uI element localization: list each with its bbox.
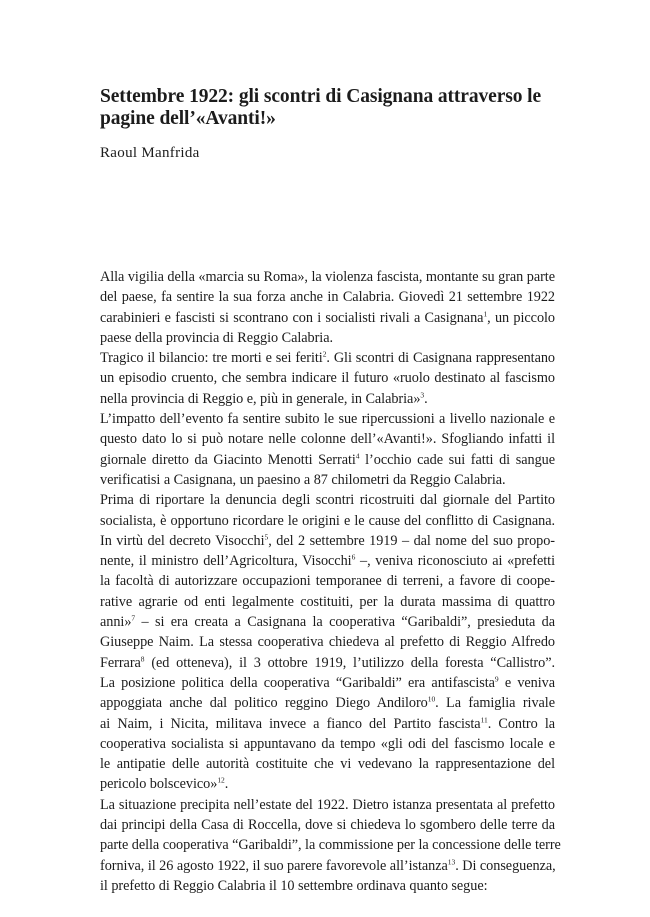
body-line bbox=[100, 551, 555, 571]
body-line-tail: , un piccolo bbox=[487, 309, 555, 326]
body-line-tail: –, veniva riconosciuto ai «prefetti bbox=[355, 553, 555, 570]
body-line bbox=[100, 287, 555, 307]
body-line-text: ai Naim, i Nicita, militava invece a fianco del Partito fascista bbox=[100, 715, 481, 732]
body-line-tail: (ed otteneva), il 3 ottobre 1919, l’utilizzo della foresta “Callistro”. bbox=[144, 654, 555, 671]
footnote-marker: 1 bbox=[483, 308, 488, 318]
body-line bbox=[100, 693, 555, 713]
body-line-text: forniva, il 26 agosto 1922, il suo parere favorevole all’istanza bbox=[100, 857, 448, 874]
footnote-marker: 5 bbox=[264, 532, 269, 542]
body-line-text: nella provincia di Reggio e, più in generale, in Calabria» bbox=[100, 390, 421, 407]
body-line-tail: – si era creata a Casignana la cooperativa “Garibaldi”, presieduta da bbox=[135, 614, 555, 631]
body-line-text: la facoltà di autorizzare occupazioni temporanee di terreni, a favore di coope- bbox=[100, 573, 555, 590]
body-line bbox=[100, 429, 555, 449]
body-line-text: Ferrara bbox=[100, 654, 141, 671]
body-line-text: verificatisi a Casignana, un paesino a 87 chilometri da Reggio Calabria. bbox=[100, 471, 506, 488]
body-line-text: questo dato lo si può notare nelle colonne dell’«Avanti!». Sfogliando infatti il bbox=[100, 431, 555, 448]
body-line bbox=[100, 389, 555, 409]
body-line-text: La situazione precipita nell’estate del 1922. Dietro istanza presentata al prefetto bbox=[100, 796, 555, 813]
body-line bbox=[100, 632, 555, 652]
footnote-marker: 8 bbox=[140, 653, 145, 663]
footnote-marker: 13 bbox=[447, 856, 456, 866]
body-line bbox=[100, 511, 555, 531]
body-line bbox=[100, 856, 555, 876]
body-line-text: L’impatto dell’evento fa sentire subito le sue ripercussioni a livello nazionale e bbox=[100, 411, 555, 428]
body-line bbox=[100, 714, 555, 734]
body-line bbox=[100, 267, 555, 287]
body-line bbox=[100, 876, 555, 896]
body-line bbox=[100, 470, 555, 490]
body-line bbox=[100, 490, 555, 510]
body-line bbox=[100, 328, 555, 348]
body-line-text: pericolo bolscevico» bbox=[100, 776, 218, 793]
body-line bbox=[100, 450, 555, 470]
footnote-marker: 11 bbox=[480, 714, 488, 724]
article-title: Settembre 1922: gli scontri di Casignana attraverso le pagine dell’«Avanti!» bbox=[100, 86, 542, 129]
body-line-text: Giuseppe Naim. La stessa cooperativa chiedeva al prefetto di Reggio Alfredo bbox=[100, 634, 555, 651]
body-line bbox=[100, 734, 555, 754]
body-line bbox=[100, 653, 555, 673]
body-line-text: il prefetto di Reggio Calabria il 10 settembre ordinava quanto segue: bbox=[100, 877, 488, 894]
footnote-marker: 10 bbox=[427, 694, 436, 704]
body-line bbox=[100, 835, 561, 855]
body-line-text: Alla vigilia della «marcia su Roma», la violenza fascista, montante su gran parte bbox=[100, 269, 555, 285]
body-line bbox=[100, 409, 555, 429]
body-line-tail: . Di conseguenza, bbox=[455, 857, 556, 874]
body-line-text: del paese, fa sentire la sua forza anche in Calabria. Giovedì 21 settembre 1922 bbox=[100, 289, 555, 306]
body-line-text: In virtù del decreto Visocchi bbox=[100, 532, 265, 549]
body-line-text: nente, il ministro dell’Agricoltura, Visocchi bbox=[100, 553, 352, 570]
body-line-tail: e veniva bbox=[498, 674, 556, 691]
body-line bbox=[100, 571, 555, 591]
body-line bbox=[100, 368, 555, 388]
body-line-text: anni» bbox=[100, 614, 132, 631]
body-line bbox=[100, 348, 555, 368]
footnote-marker: 12 bbox=[217, 775, 225, 785]
body-line bbox=[100, 815, 555, 835]
body-line-tail: l’occhio cade sui fatti di sangue bbox=[359, 451, 555, 468]
body-line-tail: , del 2 settembre 1919 – dal nome del suo propo- bbox=[268, 532, 555, 549]
body-line bbox=[100, 673, 555, 693]
footnote-marker: 7 bbox=[131, 613, 136, 623]
body-line-tail: . Gli scontri di Casignana rappresentano bbox=[326, 350, 556, 367]
body-line-text: carabinieri e fascisti si scontrano con i socialisti rivali a Casignana bbox=[100, 309, 484, 326]
body-line bbox=[100, 612, 555, 632]
footnote-marker: 2 bbox=[322, 349, 327, 359]
body-line-text: Prima di riportare la denuncia degli scontri ricostruiti dal giornale del Partito bbox=[100, 492, 555, 509]
body-line-text: giornale diretto da Giacinto Menotti Serrati bbox=[100, 451, 356, 468]
body-line-text: un episodio cruento, che sembra indicare il futuro «ruolo destinato al fascismo bbox=[100, 370, 555, 387]
body-line-text: parte della cooperativa “Garibaldi”, la commissione per la concessione delle terre bbox=[100, 837, 561, 854]
article-author: Raoul Manfrida bbox=[100, 145, 200, 161]
body-line-tail: . bbox=[424, 390, 428, 407]
body-line-text: dai principi della Casa di Roccella, dove si chiedeva lo sgombero delle terre da bbox=[100, 817, 555, 834]
body-line bbox=[100, 308, 555, 328]
body-line-text: Tragico il bilancio: tre morti e sei feriti bbox=[100, 350, 323, 367]
body-line bbox=[100, 754, 555, 774]
body-line-tail: . Contro la bbox=[487, 715, 555, 732]
body-line bbox=[100, 774, 555, 794]
footnote-marker: 6 bbox=[351, 552, 356, 562]
body-line-text: rative agrarie od enti legalmente costituiti, per la durata massima di quattro bbox=[100, 593, 555, 610]
footnote-marker: 9 bbox=[494, 674, 499, 684]
body-line-tail: . bbox=[224, 776, 229, 793]
body-line-text: le antipatie delle autorità costituite che vi vedevano la rappresentazione del bbox=[100, 756, 555, 773]
body-line bbox=[100, 795, 555, 815]
body-line-text: La posizione politica della cooperativa “Garibaldi” era antifascista bbox=[100, 674, 495, 691]
body-line bbox=[100, 531, 555, 551]
footnote-marker: 4 bbox=[355, 450, 360, 460]
article-body bbox=[100, 267, 561, 896]
body-line-text: appoggiata anche dal politico reggino Diego Andiloro bbox=[100, 695, 428, 712]
body-line-tail: . La famiglia rivale bbox=[435, 695, 555, 712]
footnote-marker: 3 bbox=[420, 390, 425, 400]
body-line-text: socialista, è opportuno ricordare le origini e le cause del conflitto di Casignana. bbox=[100, 512, 555, 529]
body-line bbox=[100, 592, 555, 612]
body-line-text: paese della provincia di Reggio Calabria. bbox=[100, 329, 333, 346]
body-line-text: cooperativa socialista si appuntavano da tempo «gli odi del fascismo locale e bbox=[100, 735, 555, 752]
